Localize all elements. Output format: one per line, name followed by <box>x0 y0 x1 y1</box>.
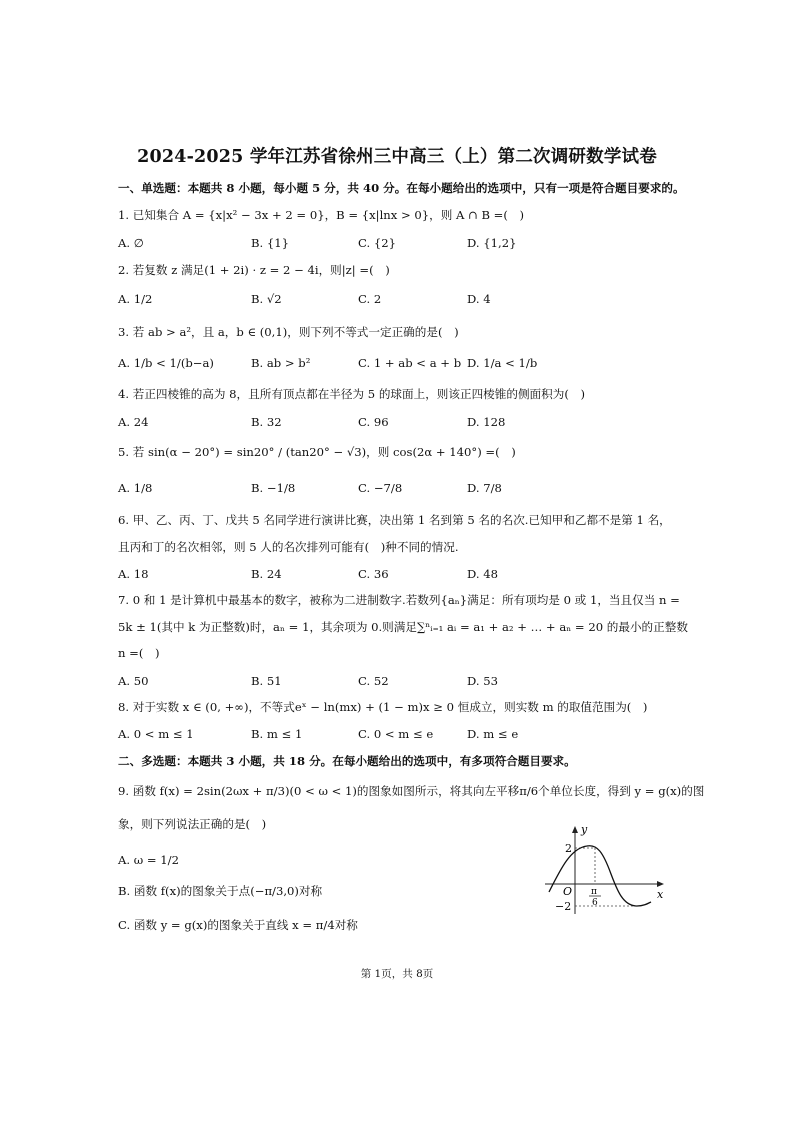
question-stem: 4. 若正四棱锥的高为 8，且所有顶点都在半径为 5 的球面上，则该正四棱锥的侧面积为( ) <box>118 387 585 401</box>
question-stem: 8. 对于实数 x ∈ (0, +∞)，不等式eˣ − ln(mx) + (1 − m)x ≥ 0 恒成立，则实数 m 的取值范围为( ) <box>118 700 648 714</box>
option-b: B. 51 <box>251 674 282 688</box>
option-a: A. 1/8 <box>118 481 153 495</box>
x-tick-denominator: 6 <box>592 898 598 908</box>
section-heading-single-choice: 一、单选题：本题共 8 小题，每小题 5 分，共 40 分。在每小题给出的选项中，只有一项是符合题目要求的。 <box>118 181 685 195</box>
question-stem: 6. 甲、乙、丙、丁、戊共 5 名同学进行演讲比赛，决出第 1 名到第 5 名的名次.已知甲和乙都不是第 1 名， <box>118 513 671 527</box>
option-c: C. 1 + ab < a + b <box>358 356 462 370</box>
option-a: A. 18 <box>118 567 149 581</box>
sine-graph-figure <box>541 822 669 918</box>
y-axis-arrow-icon <box>572 826 578 833</box>
option-b: B. −1/8 <box>251 481 296 495</box>
option-b: B. √2 <box>251 292 282 306</box>
x-tick-numerator: π <box>591 887 597 897</box>
option-d: D. 53 <box>467 674 499 688</box>
option-b: B. m ≤ 1 <box>251 727 303 741</box>
x-axis-arrow-icon <box>657 881 664 887</box>
option-c: C. 36 <box>358 567 389 581</box>
option-b: B. {1} <box>251 236 290 250</box>
section-heading-multi-choice: 二、多选题：本题共 3 小题，共 18 分。在每小题给出的选项中，有多项符合题目要求。 <box>118 754 576 768</box>
y-min-label: −2 <box>555 900 572 913</box>
option-b: B. 32 <box>251 415 282 429</box>
option-a: A. 1/2 <box>118 292 153 306</box>
y-max-label: 2 <box>565 842 572 855</box>
option-c: C. 2 <box>358 292 382 306</box>
question-stem: 5. 若 sin(α − 20°) = sin20° / (tan20° − √3)，则 cos(2α + 140°) =( ) <box>118 445 516 459</box>
option-d: D. 128 <box>467 415 506 429</box>
question-stem: 1. 已知集合 A = {x|x² − 3x + 2 = 0}，B = {x|lnx > 0}，则 A ∩ B =( ) <box>118 208 525 222</box>
option-c: C. 52 <box>358 674 389 688</box>
option-a: A. 24 <box>118 415 149 429</box>
question-stem: 2. 若复数 z 满足(1 + 2i) · z = 2 − 4i，则|z| =( ) <box>118 263 390 277</box>
option-d: D. m ≤ e <box>467 727 519 741</box>
question-stem: 7. 0 和 1 是计算机中最基本的数字，被称为二进制数字.若数列{aₙ}满足：所有项均是 0 或 1，当且仅当 n = <box>118 593 680 607</box>
y-axis-label: y <box>581 823 588 836</box>
question-stem: 9. 函数 f(x) = 2sin(2ωx + π/3)(0 < ω < 1)的图象如图所示，将其向左平移π/6个单位长度，得到 y = g(x)的图 <box>118 784 705 798</box>
option-d: D. 7/8 <box>467 481 502 495</box>
option-a: A. 50 <box>118 674 149 688</box>
origin-label: O <box>563 885 573 898</box>
page-title: 2024-2025 学年江苏省徐州三中高三（上）第二次调研数学试卷 <box>137 147 657 167</box>
option-a: A. ∅ <box>118 236 144 250</box>
option-c: C. {2} <box>358 236 396 250</box>
option-b: B. 24 <box>251 567 282 581</box>
question-stem: 且丙和丁的名次相邻，则 5 人的名次排列可能有( )种不同的情况. <box>118 540 459 554</box>
question-stem: 3. 若 ab > a²，且 a，b ∈ (0,1)，则下列不等式一定正确的是( ) <box>118 325 459 339</box>
option-a: A. 0 < m ≤ 1 <box>118 727 194 741</box>
option-c: C. 函数 y = g(x)的图象关于直线 x = π/4对称 <box>118 918 358 932</box>
option-d: D. 48 <box>467 567 499 581</box>
question-stem: 5k ± 1(其中 k 为正整数)时，aₙ = 1，其余项为 0.则满足∑ⁿᵢ₌₁ aᵢ = a₁ + a₂ + … + aₙ = 20 的最小的正整数 <box>118 620 688 634</box>
option-a: A. ω = 1/2 <box>118 853 179 867</box>
option-a: A. 1/b < 1/(b−a) <box>118 356 214 370</box>
option-d: D. 4 <box>467 292 491 306</box>
page-footer: 第 1页，共 8页 <box>360 968 434 980</box>
option-b: B. 函数 f(x)的图象关于点(−π/3,0)对称 <box>118 884 323 898</box>
question-stem: 象，则下列说法正确的是( ) <box>118 817 267 831</box>
option-b: B. ab > b² <box>251 356 311 370</box>
option-c: C. 96 <box>358 415 389 429</box>
option-d: D. 1/a < 1/b <box>467 356 538 370</box>
question-stem: n =( ) <box>118 646 160 660</box>
option-d: D. {1,2} <box>467 236 517 250</box>
option-c: C. −7/8 <box>358 481 403 495</box>
x-axis-label: x <box>657 888 664 901</box>
option-c: C. 0 < m ≤ e <box>358 727 434 741</box>
